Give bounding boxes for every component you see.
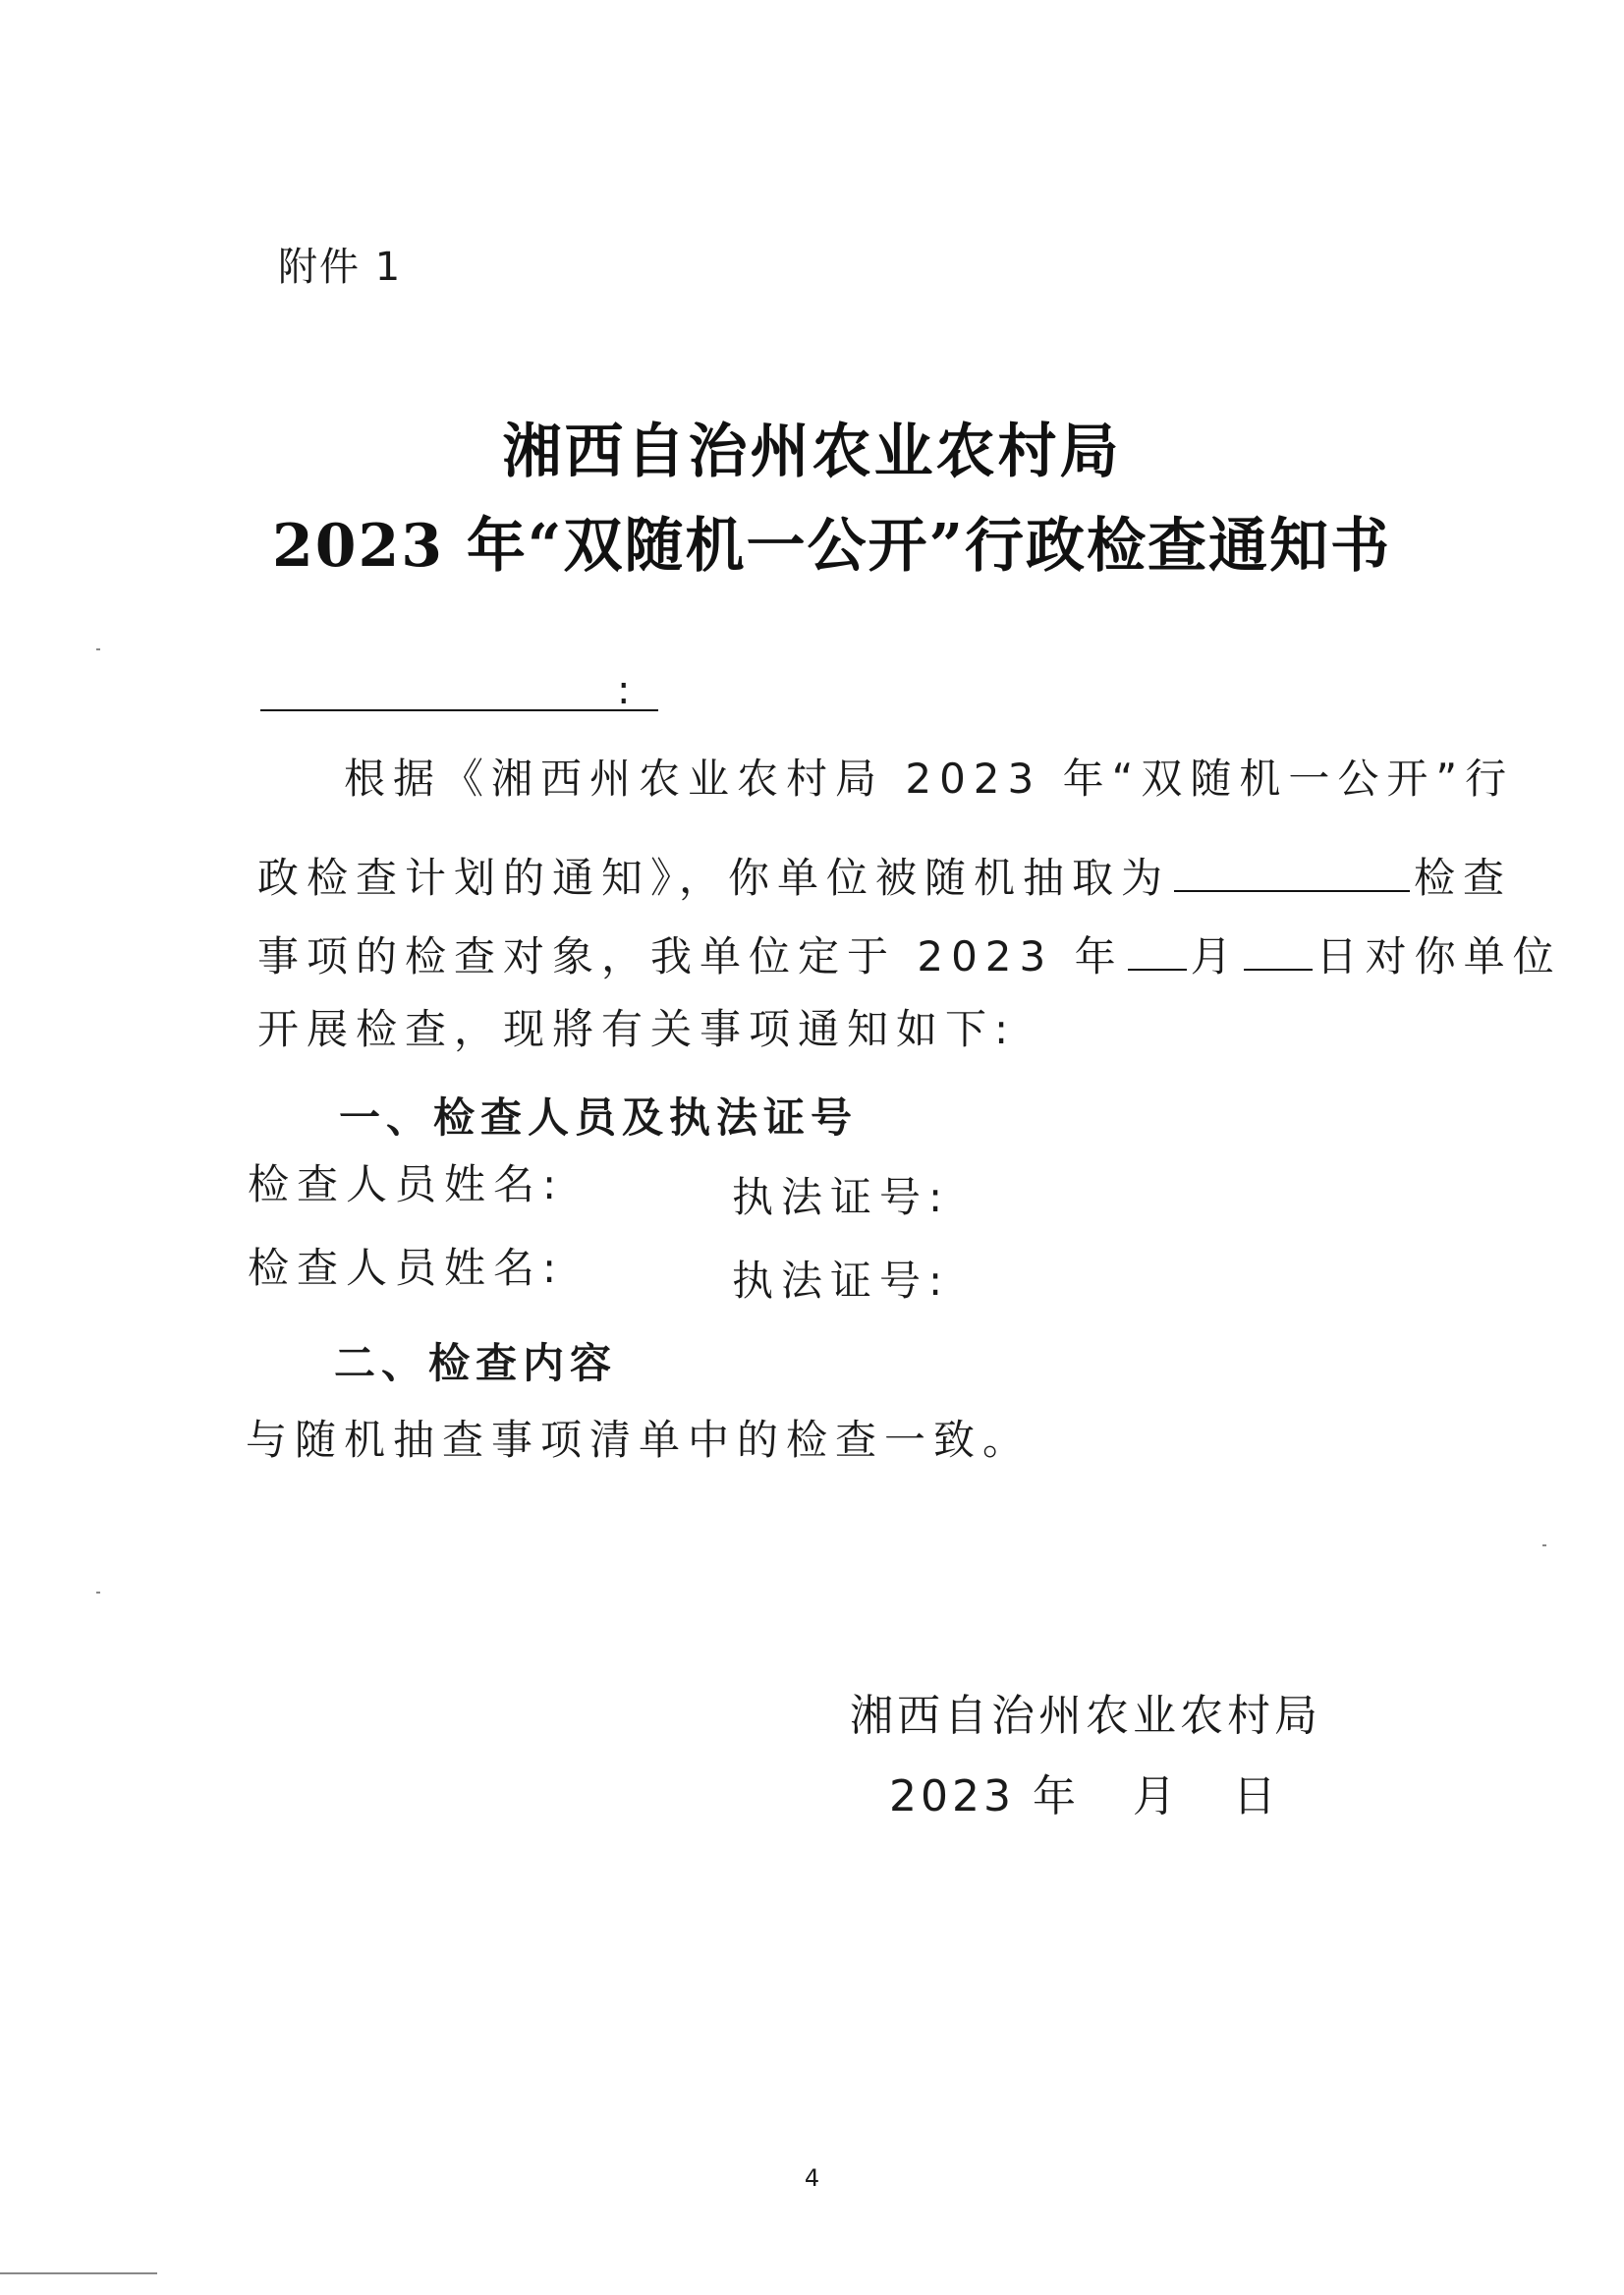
- body-line-3-month: 月: [1190, 932, 1240, 980]
- body-line-3: [257, 933, 1562, 978]
- recipient-colon: :: [617, 668, 631, 713]
- body-line-3-text: 事项的检查对象，我单位定于 2023 年: [257, 932, 1124, 980]
- title-line-2: 2023 年“双随机一公开”行政检查通知书: [272, 512, 1391, 581]
- body-line-2: [257, 854, 1513, 902]
- scan-dot-mark: [96, 648, 100, 650]
- body-line-2-text: 政检查计划的通知》，你单位被随机抽取为: [257, 854, 1171, 902]
- scan-dot-mark: [96, 1592, 100, 1594]
- inspection-item-blank: [1174, 855, 1410, 892]
- day-blank: [1244, 933, 1313, 971]
- scan-dot-mark: [1542, 1544, 1546, 1546]
- page-number: 4: [804, 2164, 820, 2192]
- title-line-1: 湘西自治州农业农村局: [502, 418, 1122, 486]
- body-line-1: 根据《湘西州农业农村局 2023 年“双随机一公开”行: [344, 755, 1515, 803]
- scan-edge-mark: [0, 2272, 157, 2274]
- cert-number-label-2: 执法证号:: [732, 1257, 951, 1305]
- inspector-name-label-1: 检查人员姓名:: [248, 1160, 565, 1208]
- body-line-4: 开展检查，现將有关事项通知如下:: [257, 1005, 1017, 1053]
- inspector-name-label-2: 检查人员姓名:: [248, 1244, 565, 1292]
- month-blank: [1128, 933, 1187, 971]
- body-line-2-tail: 检查: [1414, 854, 1513, 902]
- section-2-text: 与随机抽查事项清单中的检查一致。: [246, 1416, 1033, 1464]
- body-line-3-tail: 日对你单位: [1316, 932, 1562, 980]
- section-2-heading: 二、检查内容: [334, 1339, 618, 1387]
- cert-number-label-1: 执法证号:: [732, 1173, 951, 1221]
- attachment-label: 附件 1: [278, 245, 403, 290]
- section-1-heading: 一、检查人员及执法证号: [339, 1093, 859, 1142]
- issuer-name: 湘西自治州农业农村局: [850, 1691, 1321, 1741]
- recipient-blank: [260, 709, 658, 711]
- issue-date: 2023 年 月 日: [889, 1771, 1280, 1821]
